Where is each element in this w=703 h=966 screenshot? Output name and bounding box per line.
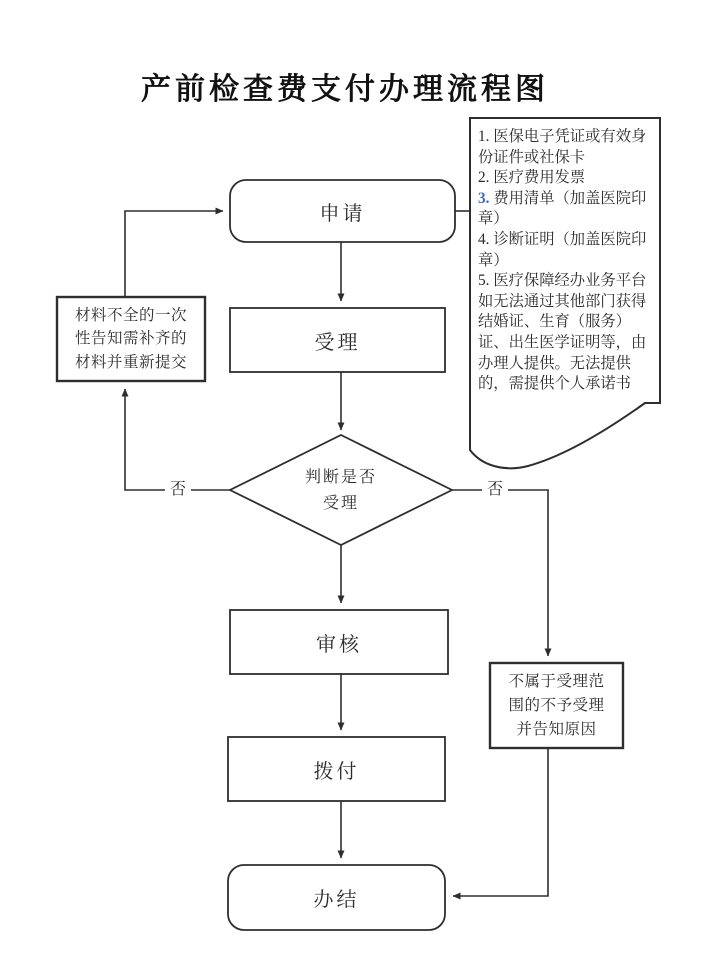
materials-item-text: 医疗费用发票 xyxy=(493,169,586,187)
decision-label-line1: 判断是否 xyxy=(304,469,377,486)
materials-document-text xyxy=(478,127,658,395)
materials-item xyxy=(478,271,658,395)
materials-item-text: 诊断证明（加盖医院印章） xyxy=(478,230,647,269)
complete-node-label: 办结 xyxy=(313,889,360,911)
materials-item xyxy=(478,189,658,230)
decision-label-line2: 受理 xyxy=(322,495,359,512)
incomplete-note-box xyxy=(57,297,205,381)
page-title: 产前检查费支付办理流程图 xyxy=(141,73,549,106)
reject-note-text: 不属于受理范围的不予受理并告知原因 xyxy=(508,672,605,738)
reject-note-box xyxy=(490,663,623,748)
materials-item xyxy=(478,168,658,189)
materials-item-number: 1. xyxy=(478,128,490,145)
materials-item-text: 医保电子凭证或有效身份证件或社保卡 xyxy=(478,128,647,166)
apply-node-label: 申请 xyxy=(319,202,366,225)
materials-item-number: 3. xyxy=(478,189,490,207)
no-branch-label-left: 否 xyxy=(165,479,191,501)
no-branch-label-right: 否 xyxy=(482,479,508,501)
arrow-reject-note-to-complete xyxy=(453,748,548,896)
arrow-decision-no-to-reject-note xyxy=(452,490,548,656)
incomplete-note-text: 材料不全的一次性告知需补齐的材料并重新提交 xyxy=(75,306,188,371)
materials-item-number: 2. xyxy=(478,169,490,187)
materials-item-number: 4. xyxy=(478,230,490,248)
disburse-node-label: 拨付 xyxy=(313,760,360,783)
materials-item-text: 费用清单（加盖医院印章） xyxy=(478,189,647,228)
materials-item-number: 5. xyxy=(478,272,490,290)
materials-item xyxy=(478,127,658,168)
review-node-label: 审核 xyxy=(316,633,362,656)
arrow-incomplete-note-to-apply xyxy=(125,211,223,297)
accept-node-label: 受理 xyxy=(314,331,361,354)
arrow-decision-no-to-incomplete-note xyxy=(125,389,230,490)
materials-item-text: 医疗保障经办业务平台如无法通过其他部门获得结婚证、生育（服务）证、出生医学证明等，由办理人提供。无法提供的，需提供个人承诺书 xyxy=(478,272,647,393)
materials-item xyxy=(478,230,658,271)
decision-node-label xyxy=(256,464,426,518)
